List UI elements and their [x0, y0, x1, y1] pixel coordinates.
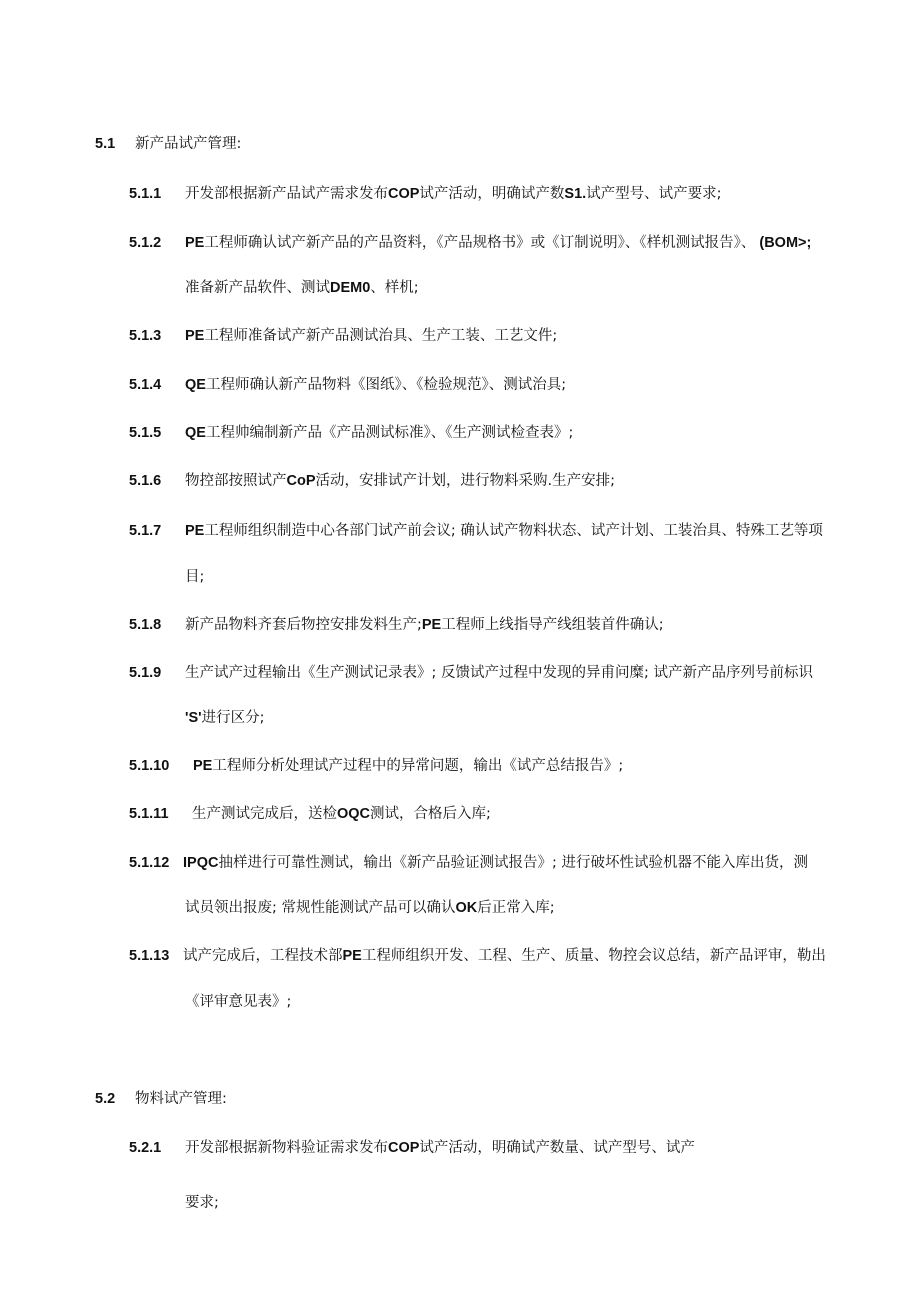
item-5-1-3 — [129, 324, 557, 345]
item-5-1-4 — [129, 373, 566, 394]
item-5-1-6 — [129, 469, 615, 490]
item-5-1-11 — [129, 802, 491, 823]
item-5-1-8 — [129, 613, 664, 634]
item-5-1-9 — [129, 661, 813, 682]
item-text: 物控部按照试产CoP活动，安排试产计划，进行物料采购.生产安排; — [185, 473, 615, 489]
item-number: 5.1.4 — [129, 377, 162, 393]
item-5-1-2-continuation: 准备新产品软件、测试DEM0、样机; — [185, 280, 419, 296]
item-number: 5.1.2 — [129, 235, 162, 251]
item-text: 开发部根据新物料验证需求发布COP试产活动，明确试产数量、试产型号、试产 — [185, 1140, 695, 1156]
item-5-1-12 — [129, 851, 808, 872]
section-number: 5.2 — [95, 1091, 116, 1107]
item-number: 5.1.11 — [129, 806, 169, 822]
section-heading-5-1 — [95, 132, 241, 153]
item-text: 生产测试完成后，送检OQC测试，合格后入库; — [192, 806, 491, 822]
item-text: PE工程师分析处理试产过程中的异常问题，输出《试产总结报告》; — [193, 758, 624, 774]
item-text: IPQC抽样进行可靠性测试，输出《新产品验证测试报告》; 进行破坏性试验机器不能入库出货，测 — [183, 855, 808, 871]
item-5-1-13 — [129, 944, 826, 965]
item-number: 5.1.13 — [129, 948, 170, 964]
item-5-1-9-continuation: 'S'进行区分; — [185, 710, 265, 726]
item-number: 5.1.7 — [129, 523, 162, 539]
item-number: 5.1.9 — [129, 665, 162, 681]
section-number: 5.1 — [95, 136, 116, 152]
item-5-1-1 — [129, 182, 722, 203]
item-5-1-5 — [129, 421, 573, 442]
item-number: 5.1.10 — [129, 758, 170, 774]
item-text: PE工程师确认试产新产品的产品资料，《产品规格书》或《订制说明》、《样机测试报告》、 (BOM>; — [185, 235, 812, 251]
item-number: 5.1.6 — [129, 473, 162, 489]
item-5-1-7-continuation: 目; — [185, 569, 205, 585]
item-text: PE工程师组织制造中心各部门试产前会议; 确认试产物料状态、试产计划、工装治具、特殊工艺等项 — [185, 523, 823, 539]
item-text: 新产品物料齐套后物控安排发料生产;PE工程师上线指导产线组装首件确认; — [185, 617, 664, 633]
item-text: 开发部根据新产品试产需求发布COP试产活动，明确试产数S1.试产型号、试产要求; — [185, 186, 722, 202]
item-text: PE工程师准备试产新产品测试治具、生产工装、工艺文件; — [185, 328, 558, 344]
item-text: QE工程师确认新产品物料《图纸》、《检验规范》、测试治具; — [185, 377, 567, 393]
item-5-2-1 — [129, 1136, 695, 1157]
item-number: 5.1.3 — [129, 328, 162, 344]
item-number: 5.2.1 — [129, 1140, 162, 1156]
item-text: 生产试产过程输出《生产测试记录表》; 反馈试产过程中发现的异甫问糜; 试产新产品序列号前标识 — [185, 665, 813, 681]
item-5-1-12-continuation: 试员领出报废; 常规性能测试产品可以确认OK后正常入库; — [185, 900, 555, 916]
item-text: 试产完成后，工程技术部PE工程师组织开发、工程、生产、质量、物控会议总结，新产品评审，勒出 — [183, 948, 826, 964]
section-title: 新产品试产管理: — [135, 136, 242, 152]
section-title: 物料试产管理: — [135, 1091, 227, 1107]
item-5-1-2 — [129, 231, 811, 252]
item-number: 5.1.8 — [129, 617, 162, 633]
item-number: 5.1.1 — [129, 186, 162, 202]
item-text: QE工程帅编制新产品《产品测试标准》、《生产测试检查表》; — [185, 425, 574, 441]
item-5-1-7 — [129, 519, 823, 540]
item-number: 5.1.12 — [129, 855, 170, 871]
section-heading-5-2 — [95, 1087, 227, 1108]
item-number: 5.1.5 — [129, 425, 162, 441]
item-5-2-1-continuation: 要求; — [185, 1195, 219, 1211]
item-5-1-13-continuation: 《评审意见表》; — [185, 994, 292, 1010]
item-5-1-10 — [129, 754, 623, 775]
